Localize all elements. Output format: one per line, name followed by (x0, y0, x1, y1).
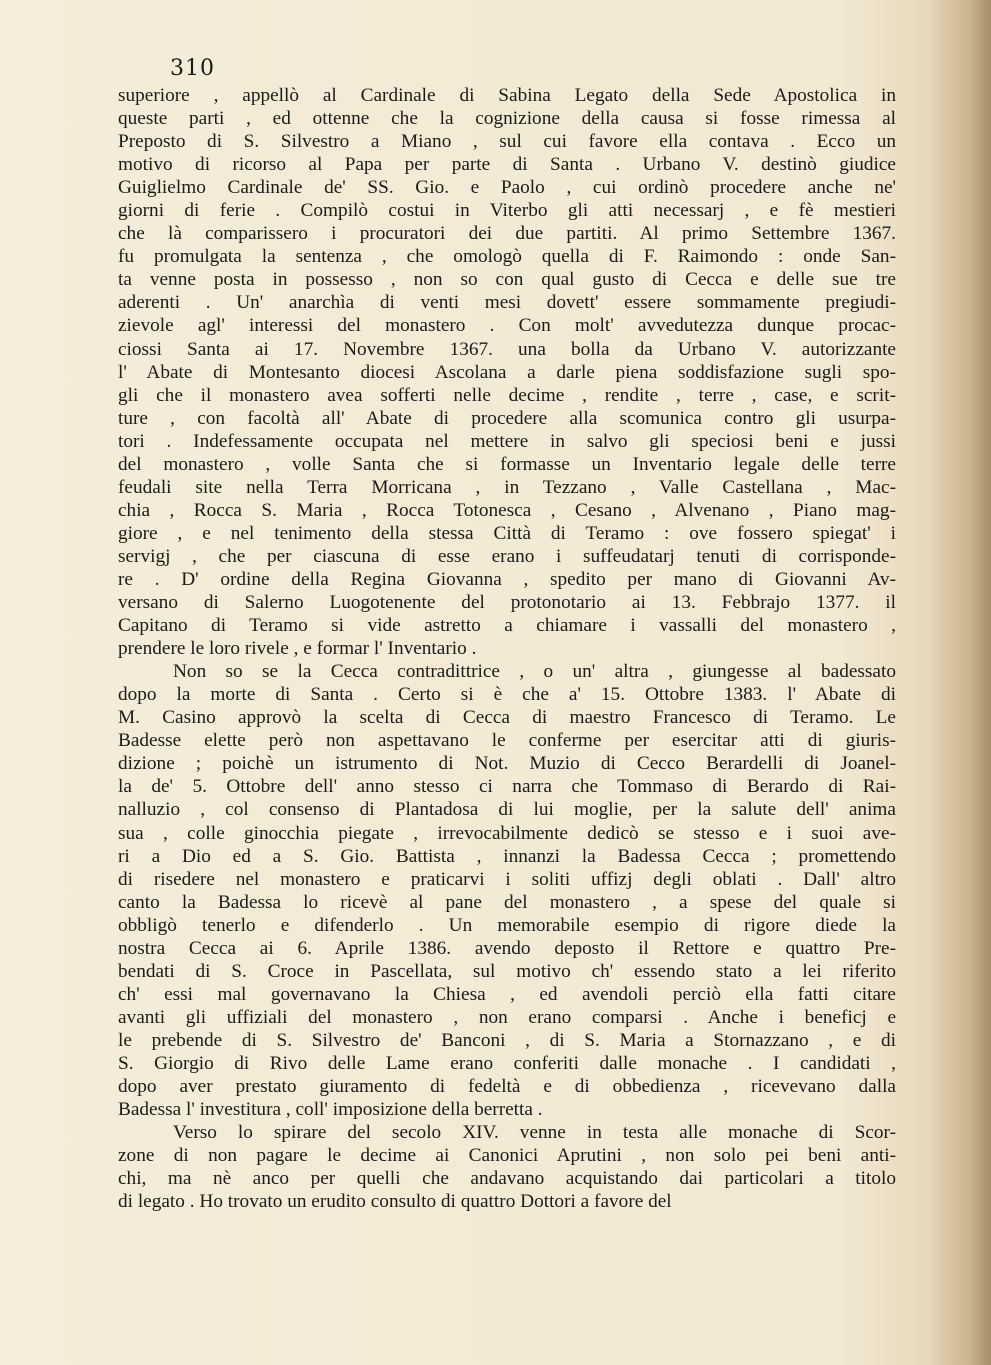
paragraph (118, 660, 896, 1121)
text-line: M. Casino approvò la scelta di Cecca di maestro Francesco di Teramo. Le (118, 707, 896, 729)
text-line: zievole agl' interessi del monastero . Con molt' avvedutezza dunque procac- (118, 315, 896, 337)
text-line: Verso lo spirare del secolo XIV. venne in testa alle monache di Scor- (173, 1122, 896, 1144)
text-line: Non so se la Cecca contradittrice , o un' altra , giungesse al badessato (173, 661, 896, 683)
text-line: Badesse elette però non aspettavano le conferme per esercitar atti di giuris- (118, 730, 896, 752)
text-line: dizione ; poichè un istrumento di Not. Muzio di Cecco Berardelli di Joanel- (118, 753, 896, 775)
text-line: canto la Badessa lo ricevè al pane del monastero , a spese del quale si (118, 891, 896, 913)
text-line: versano di Salerno Luogotenente del protonotario ai 13. Febbrajo 1377. il (118, 592, 896, 614)
text-line: l' Abate di Montesanto diocesi Ascolana a darle piena soddisfazione sugli spo- (118, 361, 896, 383)
text-line: che là comparissero i procuratori dei due partiti. Al primo Settembre 1367. (118, 223, 896, 245)
text-line: le prebende di S. Silvestro de' Banconi , di S. Maria a Stornazzano , e di (118, 1029, 896, 1051)
page-gutter-shadow (931, 0, 991, 1365)
text-line: tori . Indefessamente occupata nel mettere in salvo gli speciosi beni e jussi (118, 430, 896, 452)
text-line: giore , e nel tenimento della stessa Città di Teramo : ove fossero spiegat' i (118, 522, 896, 544)
text-line: sua , colle ginocchia piegate , irrevocabilmente dedicò se stesso e i suoi ave- (118, 822, 896, 844)
text-line: nostra Cecca ai 6. Aprile 1386. avendo deposto il Rettore e quattro Pre- (118, 937, 896, 959)
text-line: ch' essi mal governavano la Chiesa , ed avendoli perciò ella fatti citare (118, 983, 896, 1005)
text-line: fu promulgata la sentenza , che omologò quella di F. Raimondo : onde San- (118, 246, 896, 268)
text-line: ture , con facoltà all' Abate di procedere alla scomunica contro gli usurpa- (118, 407, 896, 429)
text-line: dopo la morte di Santa . Certo si è che a' 15. Ottobre 1383. l' Abate di (118, 684, 896, 706)
text-line: Badessa l' investitura , coll' imposizione della berretta . (118, 1099, 543, 1121)
text-line: bendati di S. Croce in Pascellata, sul motivo ch' essendo stato a lei riferito (118, 960, 896, 982)
text-line: la de' 5. Ottobre dell' anno stesso ci narra che Tommaso di Berardo di Rai- (118, 776, 896, 798)
paragraph (118, 84, 896, 660)
text-line: aderenti . Un' anarchìa di venti mesi dovett' essere sommamente pregiudi- (118, 292, 896, 314)
text-line: obbligò tenerlo e difenderlo . Un memorabile esempio di rigore diede la (118, 914, 896, 936)
text-line: queste parti , ed ottenne che la cognizione della causa si fosse rimessa al (118, 108, 896, 130)
text-line: zone di non pagare le decime ai Canonici Aprutini , non solo pei beni anti- (118, 1145, 896, 1167)
text-line: di legato . Ho trovato un erudito consulto di quattro Dottori a favore del (118, 1191, 672, 1213)
text-line: Guiglielmo Cardinale de' SS. Gio. e Paolo , cui ordinò procedere anche ne' (118, 177, 896, 199)
text-line: feudali site nella Terra Morricana , in Tezzano , Valle Castellana , Mac- (118, 476, 896, 498)
text-line: giorni di ferie . Compilò costui in Viterbo gli atti necessarj , e fè mestieri (118, 200, 896, 222)
text-line: dopo aver prestato giuramento di fedeltà e di obbedienza , ricevevano dalla (118, 1076, 896, 1098)
text-line: motivo di ricorso al Papa per parte di Santa . Urbano V. destinò giudice (118, 154, 896, 176)
text-line: nalluzio , col consenso di Plantadosa di lui moglie, per la salute dell' anima (118, 799, 896, 821)
text-line: ri a Dio ed a S. Gio. Battista , innanzi la Badessa Cecca ; promettendo (118, 845, 896, 867)
page-number: 310 (170, 56, 215, 81)
text-line: Capitano di Teramo si vide astretto a chiamare i vassalli del monastero , (118, 615, 896, 637)
body-text (118, 84, 896, 1213)
text-line: chia , Rocca S. Maria , Rocca Totonesca , Cesano , Alvenano , Piano mag- (118, 499, 896, 521)
text-line: del monastero , volle Santa che si formasse un Inventario legale delle terre (118, 453, 896, 475)
text-line: Preposto di S. Silvestro a Miano , sul cui favore ella contava . Ecco un (118, 131, 896, 153)
text-line: superiore , appellò al Cardinale di Sabina Legato della Sede Apostolica in (118, 85, 896, 106)
paragraph (118, 1121, 896, 1213)
text-line: servigj , che per ciascuna di esse erano i suffeudatarj tenuti di corrisponde- (118, 545, 896, 567)
text-line: di risedere nel monastero e praticarvi i soliti uffizj degli oblati . Dall' altro (118, 868, 896, 890)
text-line: re . D' ordine della Regina Giovanna , spedito per mano di Giovanni Av- (118, 568, 896, 590)
text-line: prendere le loro rivele , e formar l' Inventario . (118, 638, 477, 660)
text-line: chi, ma nè anco per quelli che andavano acquistando dai particolari a titolo (118, 1168, 896, 1190)
text-line: ta venne posta in possesso , non so con qual gusto di Cecca e delle sue tre (118, 269, 896, 291)
text-line: ciossi Santa ai 17. Novembre 1367. una bolla da Urbano V. autorizzante (118, 338, 896, 360)
text-line: avanti gli uffiziali del monastero , non erano comparsi . Anche i beneficj e (118, 1006, 896, 1028)
text-line: gli che il monastero avea sofferti nelle decime , rendite , terre , case, e scrit- (118, 384, 896, 406)
text-line: S. Giorgio di Rivo delle Lame erano conferiti dalle monache . I candidati , (118, 1052, 896, 1074)
